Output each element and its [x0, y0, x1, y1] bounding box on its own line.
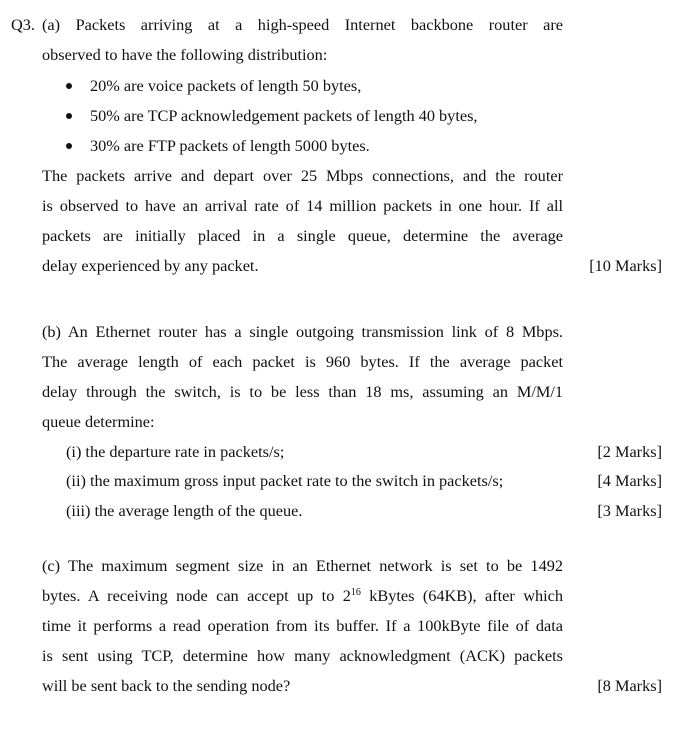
- bullet-dot: [66, 83, 72, 89]
- bullet-dot: [66, 113, 72, 119]
- bullet-item: 30% are FTP packets of length 5000 bytes.: [90, 136, 370, 155]
- part-c-text: bytes. A receiving node can accept up to 2: [42, 586, 351, 605]
- part-c-line-with-exponent: [42, 586, 563, 606]
- part-a-body-line: is observed to have an arrival rate of 14 million packets in one hour. If all: [42, 196, 563, 215]
- part-a-intro-line-1: [42, 15, 563, 35]
- part-b-line: The average length of each packet is 960 bytes. If the average packet: [42, 352, 563, 371]
- part-c-line: (c) The maximum segment size in an Ethernet network is set to be 1492: [42, 556, 563, 575]
- exponent: 16: [350, 587, 361, 598]
- part-a-body-line: The packets arrive and depart over 25 Mbps connections, and the router: [42, 166, 563, 185]
- bullet-item: 20% are voice packets of length 50 bytes,: [90, 76, 362, 95]
- part-c-line: is sent using TCP, determine how many acknowledgment (ACK) packets: [42, 646, 563, 665]
- part-b-item-marks: [3 Marks]: [597, 501, 662, 520]
- part-c-text: kBytes (64KB), after which: [360, 586, 563, 605]
- question-number: Q3.: [11, 15, 35, 34]
- part-b-item: (i) the departure rate in packets/s;: [66, 442, 285, 461]
- part-a-intro-text: Packets arriving at a high-speed Internet backbone router are: [75, 15, 563, 34]
- part-c-line: time it performs a read operation from its buffer. If a 100kByte file of data: [42, 616, 563, 635]
- part-a-label: (a): [42, 15, 61, 34]
- part-a-marks: [10 Marks]: [589, 256, 662, 275]
- part-a-body-line: packets are initially placed in a single queue, determine the average: [42, 226, 563, 245]
- bullet-item: 50% are TCP acknowledgement packets of length 40 bytes,: [90, 106, 478, 125]
- part-b-line: delay through the switch, is to be less than 18 ms, assuming an M/M/1: [42, 382, 563, 401]
- part-b-line: queue determine:: [42, 412, 155, 431]
- part-b-item: (ii) the maximum gross input packet rate to the switch in packets/s;: [66, 471, 504, 490]
- part-c-marks: [8 Marks]: [597, 676, 662, 695]
- part-c-line: will be sent back to the sending node?: [42, 676, 291, 695]
- part-b-line: (b) An Ethernet router has a single outgoing transmission link of 8 Mbps.: [42, 322, 563, 341]
- part-b-item-marks: [2 Marks]: [597, 442, 662, 461]
- bullet-dot: [66, 143, 72, 149]
- part-a-intro-line-2: observed to have the following distribution:: [42, 45, 328, 64]
- part-a-body-line: delay experienced by any packet.: [42, 256, 259, 275]
- part-b-item: (iii) the average length of the queue.: [66, 501, 303, 520]
- part-b-item-marks: [4 Marks]: [597, 471, 662, 490]
